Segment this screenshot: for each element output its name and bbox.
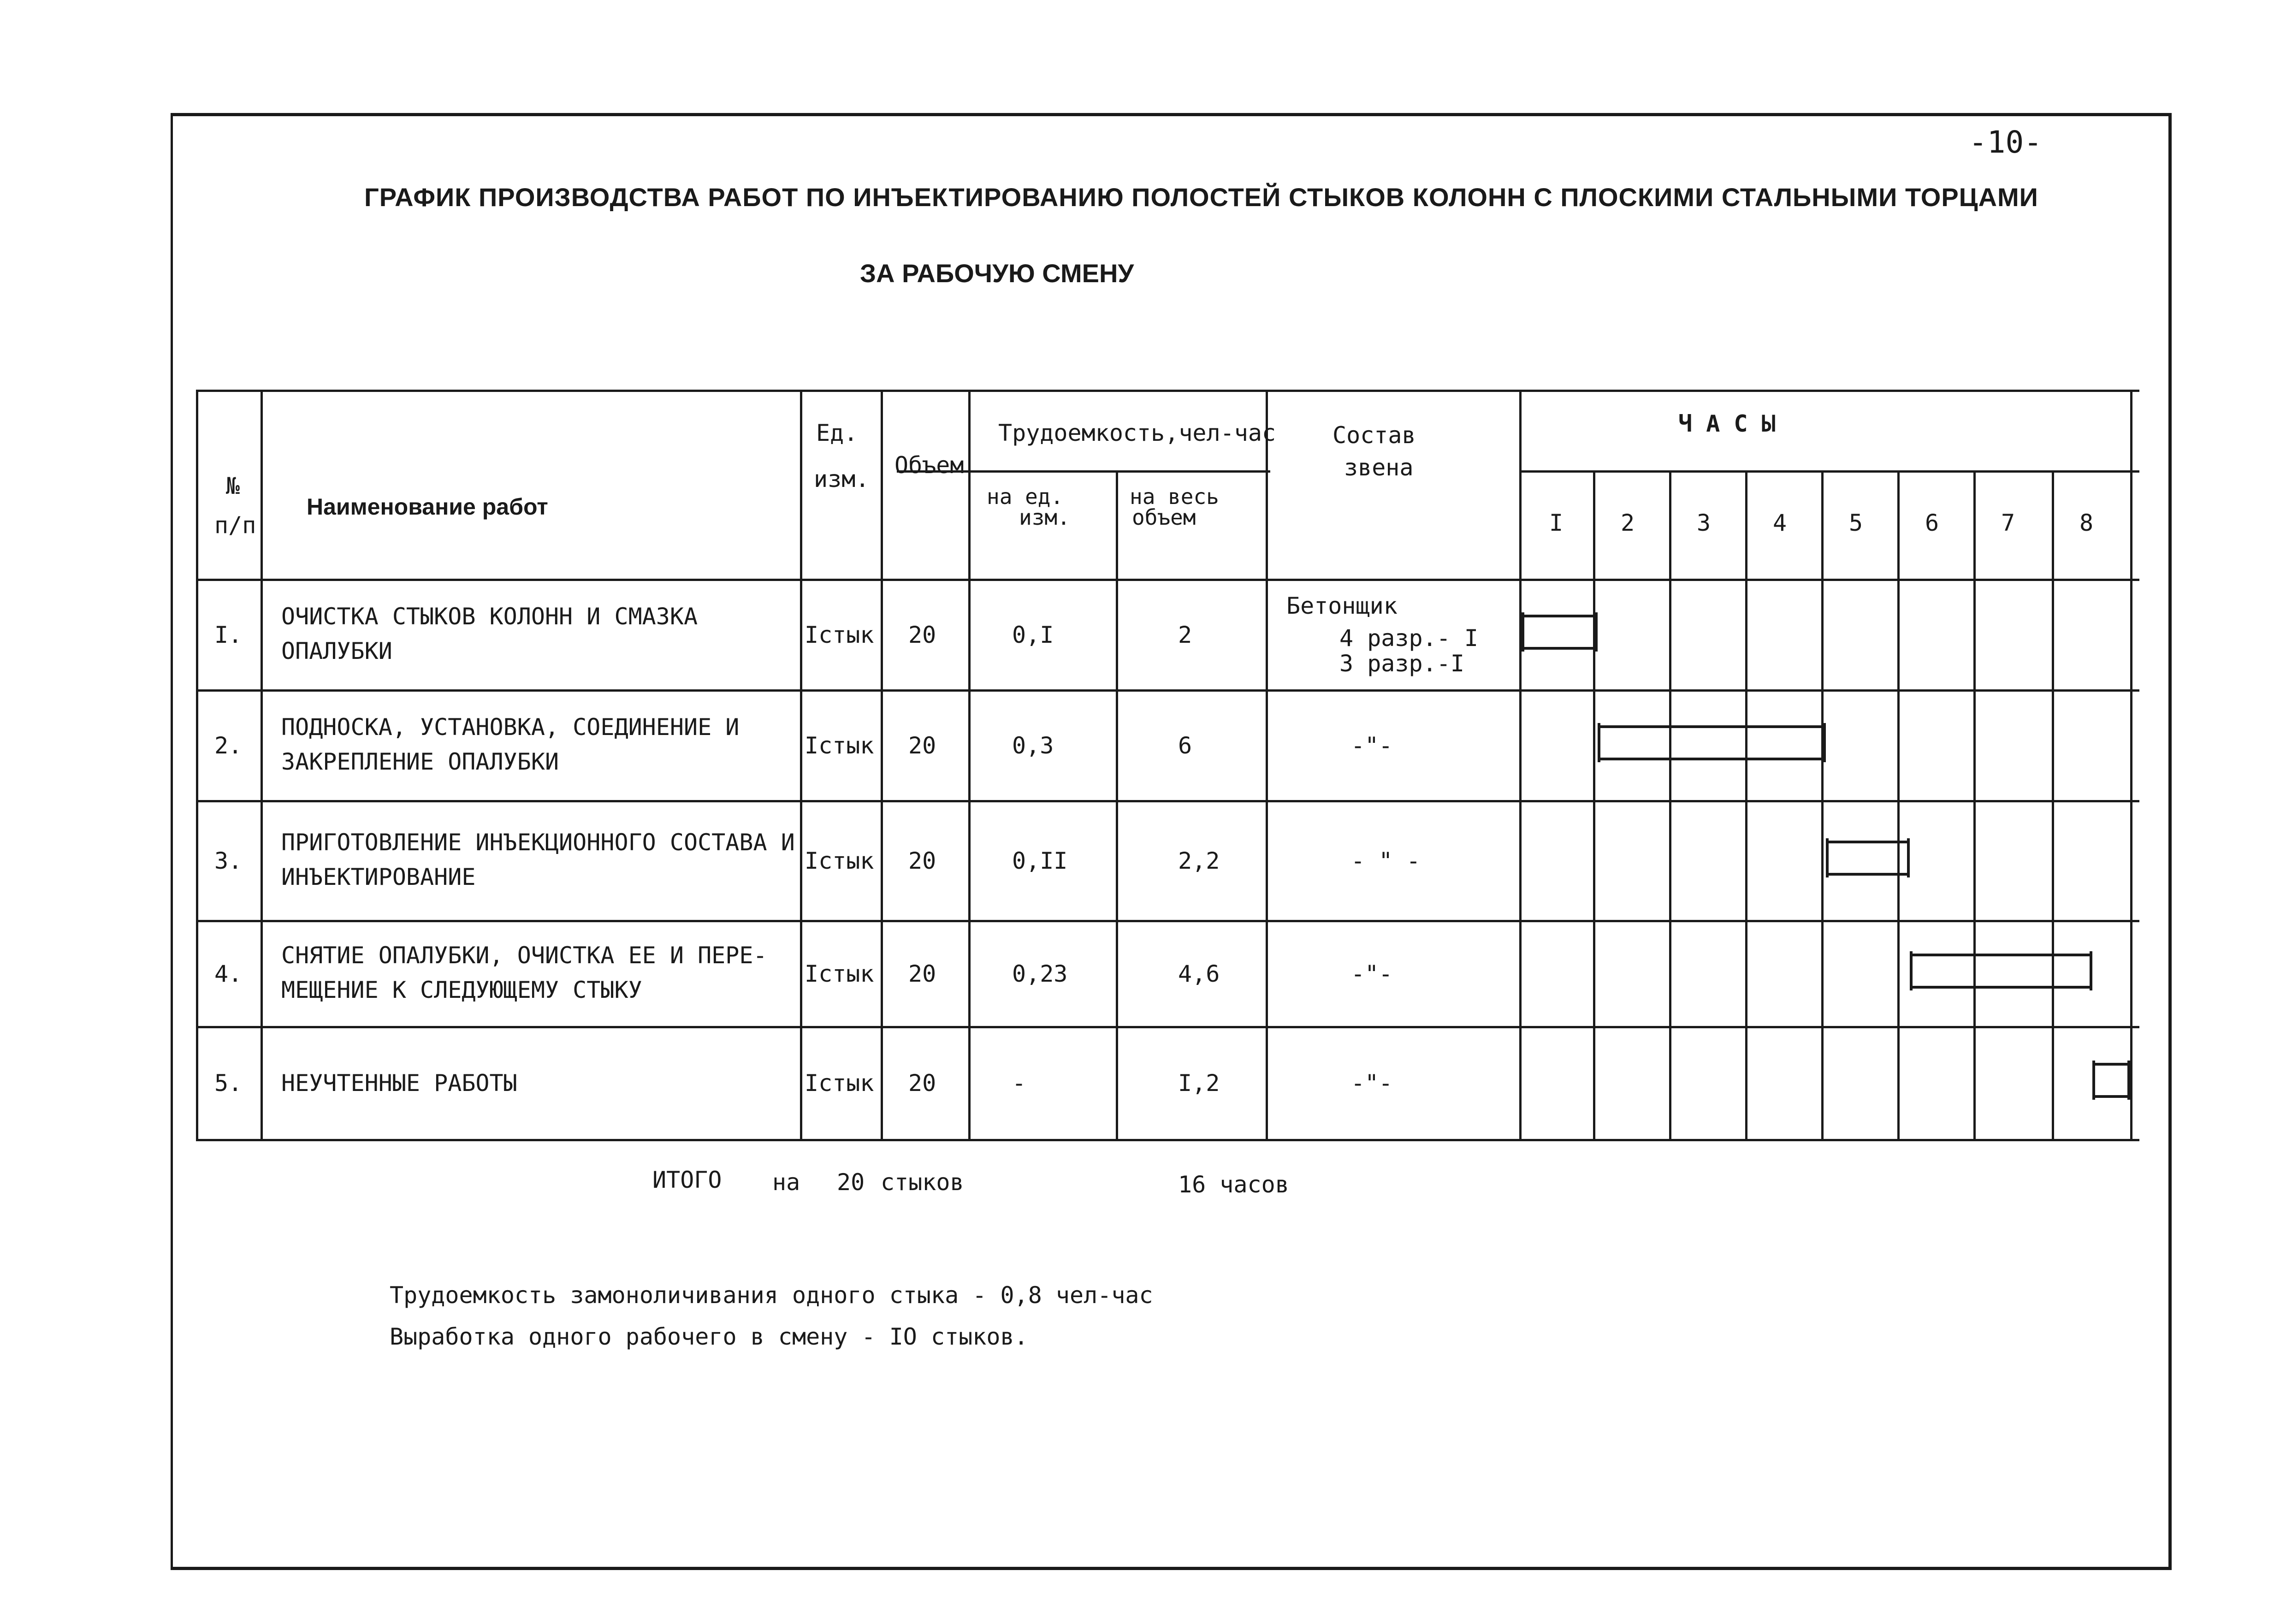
row-work-name: НЕУЧТЕННЫЕ РАБОТЫ [281,1070,517,1096]
gantt-bar-end [2090,951,2092,990]
page-number: -10- [1969,124,2042,160]
row-labor-unit: 0,I [1012,621,1054,648]
row-volume: 20 [908,732,936,759]
hour-col-label: 5 [1849,510,1863,536]
row-labor-total: 6 [1178,732,1192,759]
gantt-bar-end [1598,723,1600,762]
row-labor-total: 2,2 [1178,847,1220,874]
gantt-bar [1598,758,1826,760]
header-crew-1: Состав [1333,422,1416,449]
gantt-bar [1826,841,1910,843]
hour-col-label: 2 [1621,510,1635,536]
row-crew-rank-4: 4 разр.- I [1339,625,1479,652]
header-labor-total-2: объем [1132,505,1196,530]
gantt-bar-end [2092,1061,2095,1100]
header-hours: Ч А С Ы [1678,410,1776,437]
gantt-bar-end [1910,951,1913,990]
row-work-name: ПРИГОТОВЛЕНИЕ ИНЪЕКЦИОННОГО СОСТАВА И [281,829,795,856]
gantt-bar-end [1522,612,1524,652]
row-work-name: ПОДНОСКА, УСТАНОВКА, СОЕДИНЕНИЕ И [281,713,740,741]
row-work-name: ОЧИСТКА СТЫКОВ КОЛОНН И СМАЗКА [281,603,698,630]
hour-col-label: 8 [2079,510,2094,536]
note-labor: Трудоемкость замоноличивания одного стыка - 0,8 чел-час [390,1282,1153,1309]
gantt-bar-end [2127,1061,2130,1100]
gantt-bar [1826,873,1910,876]
gantt-bar [1522,615,1598,617]
row-crew: -"- [1351,960,1393,987]
row-unit: Iстык [805,847,874,874]
row-work-name-cont: ИНЪЕКТИРОВАНИЕ [281,863,476,890]
row-unit: Iстык [805,1070,874,1096]
gantt-bar [1522,647,1598,650]
total-on: на [772,1169,800,1196]
row-labor-unit: - [1012,1070,1026,1096]
row-labor-unit: 0,3 [1012,732,1054,759]
row-num: 4. [214,960,243,987]
header-unit-1: Ед. [816,420,858,446]
row-crew: -"- [1351,732,1393,759]
row-crew: - " - [1351,847,1421,874]
row-labor-unit: 0,II [1012,847,1068,874]
row-labor-total: I,2 [1178,1070,1220,1096]
row-num: 2. [214,732,243,759]
gantt-bar-end [1595,612,1598,652]
row-volume: 20 [908,621,936,648]
row-num: I. [214,621,243,648]
gantt-bar [2092,1095,2131,1098]
row-work-name-cont: МЕЩЕНИЕ К СЛЕДУЮЩЕМУ СТЫКУ [281,976,642,1003]
header-num-symbol: № [226,473,240,499]
gantt-bar [1910,954,2092,956]
hour-col-label: 4 [1773,510,1787,536]
row-num: 5. [214,1070,243,1096]
row-crew: -"- [1351,1070,1393,1096]
hour-col-label: 3 [1697,510,1711,536]
row-unit: Iстык [805,621,874,648]
row-volume: 20 [908,847,936,874]
document-title: ГРАФИК ПРОИЗВОДСТВА РАБОТ ПО ИНЪЕКТИРОВАНИЮ ПОЛОСТЕЙ СТЫКОВ КОЛОНН С ПЛОСКИМИ СТАЛЬНЫМИ ТОРЦАМИ [364,183,2038,212]
total-label: ИТОГО [652,1167,722,1193]
gantt-bar [1598,725,1826,728]
row-volume: 20 [908,960,936,987]
row-labor-total: 2 [1178,621,1192,648]
header-labor-unit-1: на ед. [987,484,1064,509]
row-work-name: СНЯТИЕ ОПАЛУБКИ, ОЧИСТКА ЕЕ И ПЕРЕ- [281,942,767,969]
row-labor-total: 4,6 [1178,960,1220,987]
gantt-bar-end [1823,723,1826,762]
hour-col-label: I [1549,510,1564,536]
row-crew-rank-3: 3 разр.-I [1339,650,1464,677]
header-work-name: Наименование работ [307,494,548,520]
row-unit: Iстык [805,960,874,987]
total-count: 20 [837,1169,865,1196]
header-num-label: п/п [214,512,256,539]
row-crew: Бетонщик [1286,593,1398,619]
row-unit: Iстык [805,732,874,759]
row-num: 3. [214,847,243,874]
hour-col-label: 7 [2001,510,2015,536]
row-work-name-cont: ОПАЛУБКИ [281,637,392,664]
header-crew-2: звена [1344,454,1414,481]
header-volume: Объем [894,452,964,479]
total-hours: 16 часов [1178,1171,1289,1198]
gantt-bar [1910,986,2092,989]
gantt-bar-end [1907,838,1910,877]
gantt-bar [2092,1063,2131,1066]
row-work-name-cont: ЗАКРЕПЛЕНИЕ ОПАЛУБКИ [281,748,559,775]
header-unit-2: изм. [814,466,870,492]
gantt-bar-end [1826,838,1829,877]
document-subtitle: ЗА РАБОЧУЮ СМЕНУ [860,259,1134,288]
hour-col-label: 6 [1925,510,1939,536]
row-labor-unit: 0,23 [1012,960,1068,987]
header-labor-total-1: на весь [1130,484,1219,509]
header-labor-unit-2: изм. [1019,505,1070,530]
note-output: Выработка одного рабочего в смену - IO стыков. [390,1323,1028,1350]
header-labor: Трудоемкость,чел-час [998,420,1276,446]
row-volume: 20 [908,1070,936,1096]
total-joints: стыков [881,1169,964,1196]
